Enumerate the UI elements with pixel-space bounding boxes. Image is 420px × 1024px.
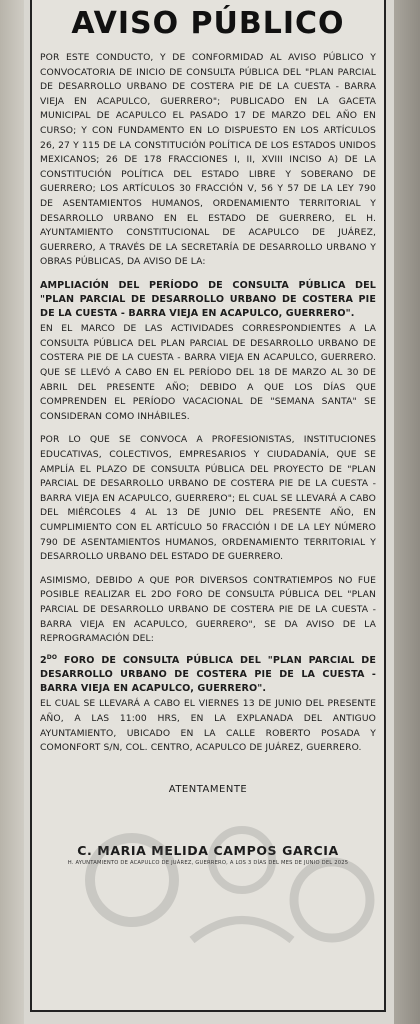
footer-line: H. AYUNTAMIENTO DE ACAPULCO DE JUÁREZ, GUERRERO, A LOS 3 DÍAS DEL MES DE JUNIO DEL 2025 — [67, 859, 349, 866]
reschedule-paragraph: ASIMISMO, DEBIDO A QUE POR DIVERSOS CONTRATIEMPOS NO FUE POSIBLE REALIZAR EL 2DO FORO DE CONSULTA PÚBLICA DEL "PLAN PARCIAL DE DESARROLLO URBANO DE COSTERA PIE DE LA CUESTA - BARRA VIEJA EN ACAPULCO, GUERRERO", SE DA AVISO DE LA REPROGRAMACIÓN DEL: — [40, 574, 376, 645]
forum-heading — [40, 651, 376, 696]
page-binding-shadow — [394, 0, 420, 1024]
extension-heading: AMPLIACIÓN DEL PERÍODO DE CONSULTA PÚBLICA DEL "PLAN PARCIAL DE DESARROLLO URBANO DE COSTERA PIE DE LA CUESTA - BARRA VIEJA EN ACAPULCO, GUERRERO". — [40, 279, 376, 319]
event-details-paragraph: EL CUAL SE LLEVARÁ A CABO EL VIERNES 13 DE JUNIO DEL PRESENTE AÑO, A LAS 11:00 HRS, EN LA EXPLANADA DEL ANTIGUO AYUNTAMIENTO, UBICADO EN LA CALLE ROBERTO POSADA Y COMONFORT S/N, COL. CENTRO, ACAPULCO DE JUÁREZ, GUERRERO. — [40, 698, 376, 754]
closing-salutation: ATENTAMENTE — [168, 783, 248, 795]
forum-number: 2 — [40, 654, 47, 666]
signatory-name: C. MARIA MELIDA CAMPOS GARCIA — [77, 842, 339, 858]
forum-ordinal-suffix: DO — [46, 653, 58, 661]
intro-paragraph: POR ESTE CONDUCTO, Y DE CONFORMIDAD AL AVISO PÚBLICO Y CONVOCATORIA DE INICIO DE CONSULTA PÚBLICA DEL "PLAN PARCIAL DE DESARROLLO URBANO DE COSTERA PIE DE LA CUESTA - BARRA VIEJA EN ACAPULCO, GUERRERO"; PUBLICADO EN LA GACETA MUNICIPAL DE ACAPULCO EL PASADO 17 DE MARZO DEL AÑO EN CURSO; Y CON FUNDAMENTO EN LO DISPUESTO EN LOS ARTÍCULOS 26, 27 Y 115 DE LA CONSTITUCIÓN POLÍTICA DE LOS ESTADOS UNIDOS MEXICANOS; 26 DE 178 FRACCIONES I, II, XVIII INCISO A) DE LA CONSTITUCIÓN POLÍTICA DEL ESTADO LIBRE Y SOBERANO DE GUERRERO; LOS ARTÍCULOS 30 FRACCIÓN V, 56 Y 57 DE LA LEY 790 DE ASENTAMIENTOS HUMANOS, ORDENAMIENTO TERRITORIAL Y DESARROLLO URBANO EN EL ESTADO DE GUERRERO, EL H. AYUNTAMIENTO CONSTITUCIONAL DE ACAPULCO DE JUÁREZ, GUERRERO, A TRAVÉS DE LA SECRETARÍA DE DESARROLLO URBANO Y OBRAS PÚBLICAS, DA AVISO DE LA: — [40, 52, 376, 268]
adjacent-page-edge — [0, 0, 24, 1024]
extension-paragraph: EN EL MARCO DE LAS ACTIVIDADES CORRESPONDIENTES A LA CONSULTA PÚBLICA DEL PLAN PARCIAL DE DESARROLLO URBANO DE COSTERA PIE DE LA CUESTA - BARRA VIEJA EN ACAPULCO, GUERRERO. QUE SE LLEVÓ A CABO EN EL PERÍODO DEL 18 DE MARZO AL 30 DE ABRIL DEL PRESENTE AÑO; DEBIDO A QUE LOS DÍAS QUE COMPRENDEN EL PERÍODO VACACIONAL DE "SEMANA SANTA" SE CONSIDERAN COMO INHÁBILES. — [40, 323, 376, 422]
municipal-seal-watermark — [72, 790, 386, 970]
forum-title: FORO DE CONSULTA PÚBLICA DEL "PLAN PARCIAL DE DESARROLLO URBANO DE COSTERA PIE DE LA CUESTA - BARRA VIEJA EN ACAPULCO, GUERRERO". — [40, 654, 376, 694]
convocation-paragraph: POR LO QUE SE CONVOCA A PROFESIONISTAS, INSTITUCIONES EDUCATIVAS, COLECTIVOS, EMPRESARIOS Y CIUDADANÍA, QUE SE AMPLÍA EL PLAZO DE CONSULTA PÚBLICA DEL PROYECTO DE "PLAN PARCIAL DE DESARROLLO URBANO DE COSTERA PIE DE LA CUESTA - BARRA VIEJA EN ACAPULCO, GUERRERO"; EL CUAL SE LLEVARÁ A CABO DEL MIÉRCOLES 4 AL 13 DE JUNIO DEL PRESENTE AÑO, EN CUMPLIMIENTO CON EL ARTÍCULO 50 FRACCIÓN I DE LA LEY NÚMERO 790 DE ASENTAMIENTOS HUMANOS, ORDENAMIENTO TERRITORIAL Y DESARROLLO URBANO DEL ESTADO DE GUERRERO. — [40, 434, 376, 563]
public-notice — [30, 0, 386, 1012]
notice-title: AVISO PÚBLICO — [71, 6, 345, 41]
